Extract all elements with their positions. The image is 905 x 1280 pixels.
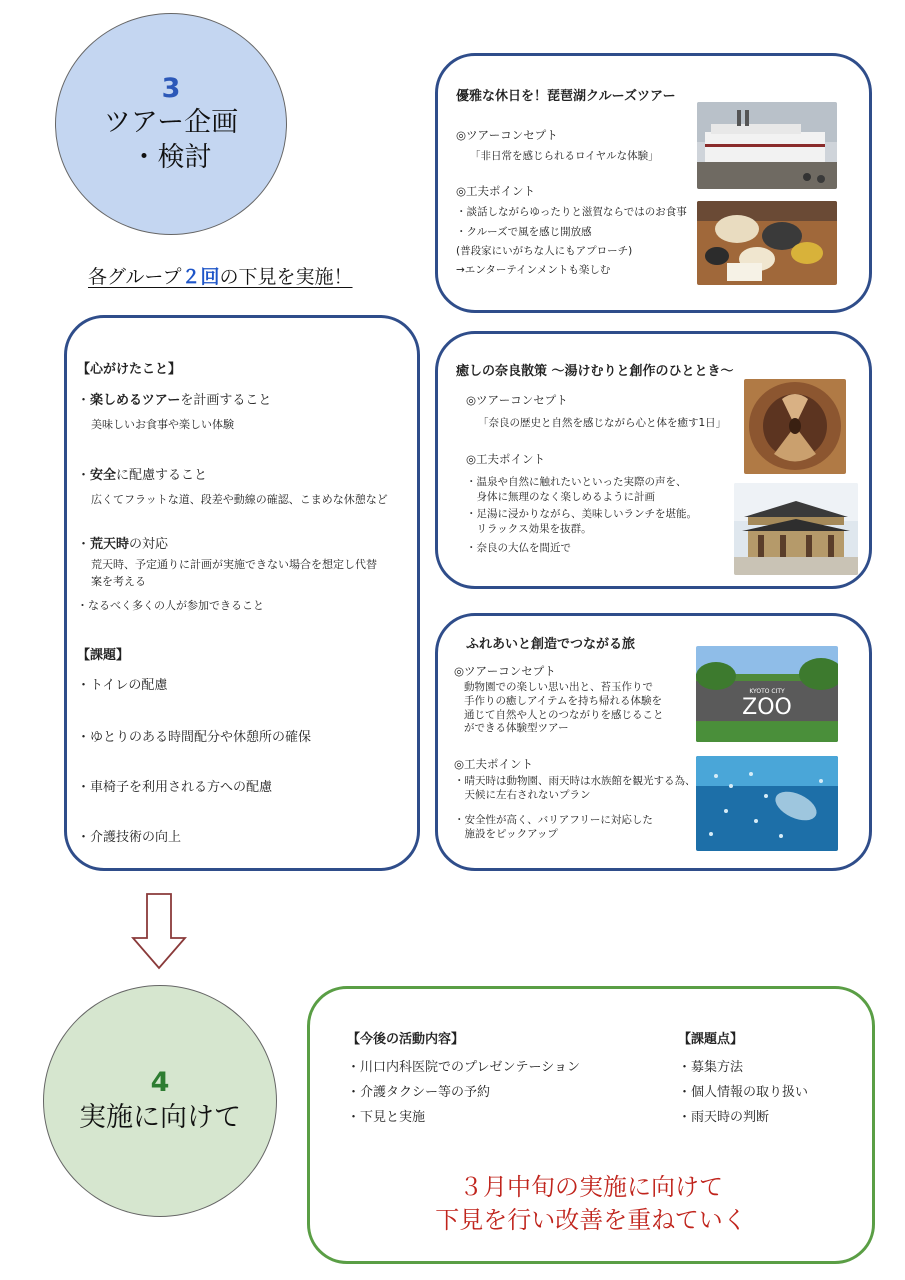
step3-title-line1: ツアー企画 bbox=[103, 107, 239, 139]
meal-photo bbox=[697, 201, 837, 285]
future-issue: ・雨天時の判断 bbox=[678, 1110, 770, 1125]
issue-item: ・介護技術の向上 bbox=[77, 830, 182, 845]
step4-title: 実施に向けて bbox=[79, 1101, 241, 1133]
step3-number: 3 bbox=[161, 72, 181, 104]
future-item: ・介護タクシー等の予約 bbox=[347, 1085, 491, 1100]
zoo-entrance-photo bbox=[696, 646, 838, 742]
tour-card-zoo bbox=[435, 613, 872, 871]
step4-circle bbox=[43, 985, 277, 1217]
issue-item: ・ゆとりのある時間配分や休憩所の確保 bbox=[77, 730, 312, 745]
aquarium-photo bbox=[696, 756, 838, 851]
todaiji-photo bbox=[734, 483, 858, 575]
mindset-heading: 【心がけたこと】 bbox=[77, 362, 182, 377]
tour3-point: 天候に左右されないプラン bbox=[454, 789, 591, 801]
issue-item: ・トイレの配慮 bbox=[77, 678, 168, 693]
future-issues-heading: 【課題点】 bbox=[678, 1032, 744, 1047]
p1-rest: を計画すること bbox=[180, 393, 272, 408]
down-arrow-icon bbox=[130, 892, 188, 972]
issue-item: ・車椅子を利用される方への配慮 bbox=[77, 780, 273, 795]
cruise-ship-photo bbox=[697, 102, 837, 189]
future-issue: ・個人情報の取り扱い bbox=[678, 1085, 809, 1100]
mindset-point-1-detail: 美味しいお食事や楽しい体験 bbox=[91, 418, 234, 431]
tour3-points-label: ◎工夫ポイント bbox=[454, 757, 534, 771]
tour3-concept-line: 手作りの癒しアイテムを持ち帰れる体験を bbox=[464, 695, 663, 707]
tour1-concept: 「非日常を感じられるロイヤルな体験」 bbox=[470, 150, 659, 162]
closing-line-1: ３月中旬の実施に向けて bbox=[459, 1173, 723, 1201]
tour2-point: リラックス効果を抜群。 bbox=[466, 523, 592, 535]
tour-card-biwako bbox=[435, 53, 872, 313]
subheading-suffix: の下見を実施！ bbox=[219, 266, 353, 288]
tour3-concept-label: ◎ツアーコンセプト bbox=[454, 664, 556, 678]
zoo-sign: ZOO bbox=[742, 695, 792, 720]
tour1-point: (普段家にいがちな人にもアプローチ) bbox=[456, 245, 633, 257]
mindset-point-3-detail-2: 案を考える bbox=[91, 575, 146, 588]
tour2-point: ・温泉や自然に触れたいといった実際の声を、 bbox=[466, 476, 687, 488]
p2-bold: 安全 bbox=[90, 468, 117, 483]
mindset-box bbox=[64, 315, 420, 871]
p3-rest: の対応 bbox=[129, 537, 169, 552]
tour3-point: ・晴天時は動物園、雨天時は水族館を観光する為、 bbox=[454, 775, 696, 787]
mindset-point-2-detail: 広くてフラットな道、段差や動線の確認、こまめな休憩など bbox=[91, 493, 388, 506]
mindset-point-3-detail-1: 荒天時、予定通りに計画が実施できない場合を想定し代替 bbox=[91, 558, 377, 571]
tour-card-nara bbox=[435, 331, 872, 589]
future-issue: ・募集方法 bbox=[678, 1060, 744, 1075]
tour3-concept-line: ができる体験型ツアー bbox=[464, 722, 569, 734]
mindset-point-1: ・楽しめるツアーを計画すること bbox=[77, 393, 272, 408]
closing-line-2: 下見を行い改善を重ねていく bbox=[435, 1206, 747, 1234]
subheading-count: ２回 bbox=[181, 266, 220, 288]
subheading-prefix: 各グループ bbox=[88, 266, 182, 288]
future-heading: 【今後の活動内容】 bbox=[347, 1032, 465, 1047]
future-item: ・下見と実施 bbox=[347, 1110, 426, 1125]
step3-title-line2: ・検討 bbox=[130, 142, 212, 174]
tour3-point: ・安全性が高く、バリアフリーに対応した bbox=[454, 814, 653, 826]
tour1-point: →エンターテインメントも楽しむ bbox=[456, 264, 611, 276]
p3-bold: 荒天時 bbox=[90, 537, 130, 552]
tour1-concept-label: ◎ツアーコンセプト bbox=[456, 128, 558, 142]
tour1-point: ・談話しながらゆったりと滋賀ならではのお食事 bbox=[456, 206, 687, 218]
future-activities-box bbox=[307, 986, 875, 1264]
mindset-point-4: ・なるべく多くの人が参加できること bbox=[77, 599, 264, 612]
zoo-sign-top: KYOTO CITY bbox=[749, 688, 785, 695]
step4-number: 4 bbox=[150, 1067, 170, 1099]
tour3-concept-line: 動物園での楽しい思い出と、苔玉作りで bbox=[464, 681, 653, 693]
mindset-point-3: ・荒天時の対応 bbox=[77, 537, 169, 552]
tour2-concept: 「奈良の歴史と自然を感じながら心と体を癒す1日」 bbox=[478, 417, 727, 429]
inspection-subheading bbox=[88, 262, 353, 289]
pottery-photo bbox=[744, 379, 846, 474]
tour1-title: 優雅な休日を！琵琶湖クルーズツアー bbox=[456, 89, 676, 104]
mindset-point-2: ・安全に配慮すること bbox=[77, 468, 208, 483]
tour2-concept-label: ◎ツアーコンセプト bbox=[466, 393, 568, 407]
p2-rest: に配慮すること bbox=[116, 468, 208, 483]
tour2-point: 身体に無理のなく楽しめるように計画 bbox=[466, 491, 655, 503]
tour3-concept-line: 通じて自然や人とのつながりを感じること bbox=[464, 709, 664, 721]
step3-circle bbox=[55, 13, 287, 235]
future-item: ・川口内科医院でのプレゼンテーション bbox=[347, 1060, 580, 1075]
p1-bold: 楽しめるツアー bbox=[90, 393, 181, 408]
tour2-title: 癒しの奈良散策 〜湯けむりと創作のひととき〜 bbox=[456, 364, 734, 379]
tour1-point: ・クルーズで風を感じ開放感 bbox=[456, 226, 592, 238]
tour2-points-label: ◎工夫ポイント bbox=[466, 452, 546, 466]
issues-heading: 【課題】 bbox=[77, 648, 130, 663]
tour3-title: ふれあいと創造でつながる旅 bbox=[466, 637, 636, 652]
tour2-point: ・奈良の大仏を間近で bbox=[466, 542, 571, 554]
tour3-point: 施設をピックアップ bbox=[454, 828, 558, 840]
tour2-point: ・足湯に浸かりながら、美味しいランチを堪能。 bbox=[466, 508, 697, 520]
tour1-points-label: ◎工夫ポイント bbox=[456, 184, 536, 198]
